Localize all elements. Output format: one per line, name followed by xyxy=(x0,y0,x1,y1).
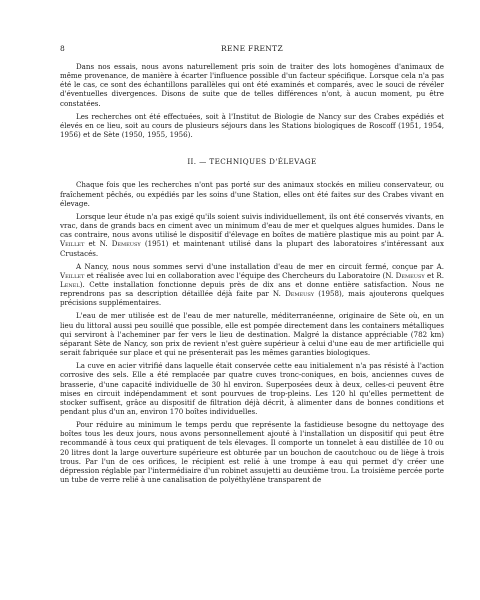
text-run: A Nancy, nous nous sommes servi d'une installation d'eau de mer en circuit fermé, conçue par A. xyxy=(76,261,444,271)
author-name: Demeusy xyxy=(285,289,315,299)
page-number: 8 xyxy=(60,44,66,53)
text-run: et réalisée avec lui en collaboration avec l'équipe des Chercheurs du Laboratoire (N. xyxy=(84,270,396,280)
paragraph xyxy=(60,262,444,308)
text-run: et R. xyxy=(424,270,444,280)
paragraph: Dans nos essais, nous avons naturellement pris soin de traiter des lots homogènes d'animaux de même provenance, de manière à écarter l'influence possible d'un facteur spécifique. Lorsque cela n'a pas été le cas, ce sont des échantillons parallèles qui ont été examinés et comparés, avec le souci de révéler d'éventuelles divergences. Disons de suite que de telles différences n'ont, à aucun moment, pu être constatées. xyxy=(60,62,444,108)
section-heading: II. — TECHNIQUES D'ÉLEVAGE xyxy=(187,157,317,167)
author-name: Demeusy xyxy=(111,239,141,249)
paragraph: Les recherches ont été effectuées, soit à l'Institut de Biologie de Nancy sur des Crabes expédiés et élevés en ce lieu, soit au cours de plusieurs séjours dans les Stations biologiques de Roscoff (1951, 1954, 1956) et de Sète (1950, 1955, 1956). xyxy=(60,111,444,140)
paragraph xyxy=(60,212,444,258)
author-name: Demeusy xyxy=(395,270,425,280)
text-run: (1958), mais ajouterons quelques précisions supplémentaires. xyxy=(60,289,444,308)
author-name: Veillet xyxy=(60,239,85,249)
author-name: Veillet xyxy=(60,270,85,280)
text-run: et N. xyxy=(84,239,112,249)
paragraph: Chaque fois que les recherches n'ont pas porté sur des animaux stockés en milieu conservateur, ou fraîchement pêchés, ou expédiés par les soins d'une Station, elles ont été faites sur des Crabes vivant en élevage. xyxy=(60,180,444,208)
paragraph: L'eau de mer utilisée est de l'eau de mer naturelle, méditerranéenne, originaire de Sète où, en un lieu du littoral aussi peu souillé que possible, elle est pompée directement dans les containers métalliques qui serviront à l'acheminer par fer vers le lieu de destination. Malgré la distance appréciable (782 km) séparant Sète de Nancy, son prix de revient n'est guère supérieur à celui d'une eau de mer artificielle qui serait fabriquée sur place et qui ne présenterait pas les mêmes garanties biologiques. xyxy=(60,311,444,358)
running-head: RENE FRENTZ xyxy=(221,44,283,53)
paragraph: Pour réduire au minimum le temps perdu que représente la fastidieuse besogne du nettoyage des boîtes tous les deux jours, nous avons personnellement ajouté à l'installation un dispositif qui peut être recommandé à tous ceux qui pratiquent de tels élevages. Il comporte un tonnelet à eau distillée de 10 ou 20 litres dont la large ouverture supérieure est obturée par un bouchon de caoutchouc ou de liège à trois trous. Par l'un de ces orifices, le récipient est relié à une trompe à eau qui permet d'y créer une dépression réglable par l'intermédiaire d'un robinet assujetti au deuxième trou. La troisième percée porte un tube de verre relié à une canalisation de polyéthylène transparent de xyxy=(60,420,444,485)
text-run: Lorsque leur étude n'a pas exigé qu'ils soient suivis individuellement, ils ont été conservés vivants, en vrac, dans de grands bacs en ciment avec un minimum d'eau de mer et quelques algues humides. Dans le cas contraire, nous avons utilisé le dispositif d'élevage en boîtes de matière plastique mis au point par A. xyxy=(60,211,444,240)
author-name: Lenel xyxy=(60,279,80,289)
text-run: ). Cette installation fonctionne depuis près de dix ans et donne entière satisfaction. Nous ne reprendrons pas sa description détaillée déjà faite par N. xyxy=(60,279,444,299)
paragraph: La cuve en acier vitrifié dans laquelle était conservée cette eau initialement n'a pas résisté à l'action corrosive des sels. Elle a été remplacée par quatre cuves tronc-coniques, en bois, anciennes cuves de brasserie, d'une capacité individuelle de 30 hl environ. Superposées deux à deux, celles-ci peuvent être mises en circuit indépendamment et sont pourvues de trop-pleins. Les 120 hl qu'elles permettent de stocker suffisent, grâce au dispositif de filtration déjà décrit, à alimenter dans de bonnes conditions et pendant plus d'un an, environ 170 boîtes individuelles. xyxy=(60,361,444,416)
body-text xyxy=(60,62,444,488)
text-run: (1951) et maintenant utilisé dans la plupart des laboratoires s'intéressant aux Crustacés. xyxy=(60,239,444,258)
page-header xyxy=(60,44,444,56)
